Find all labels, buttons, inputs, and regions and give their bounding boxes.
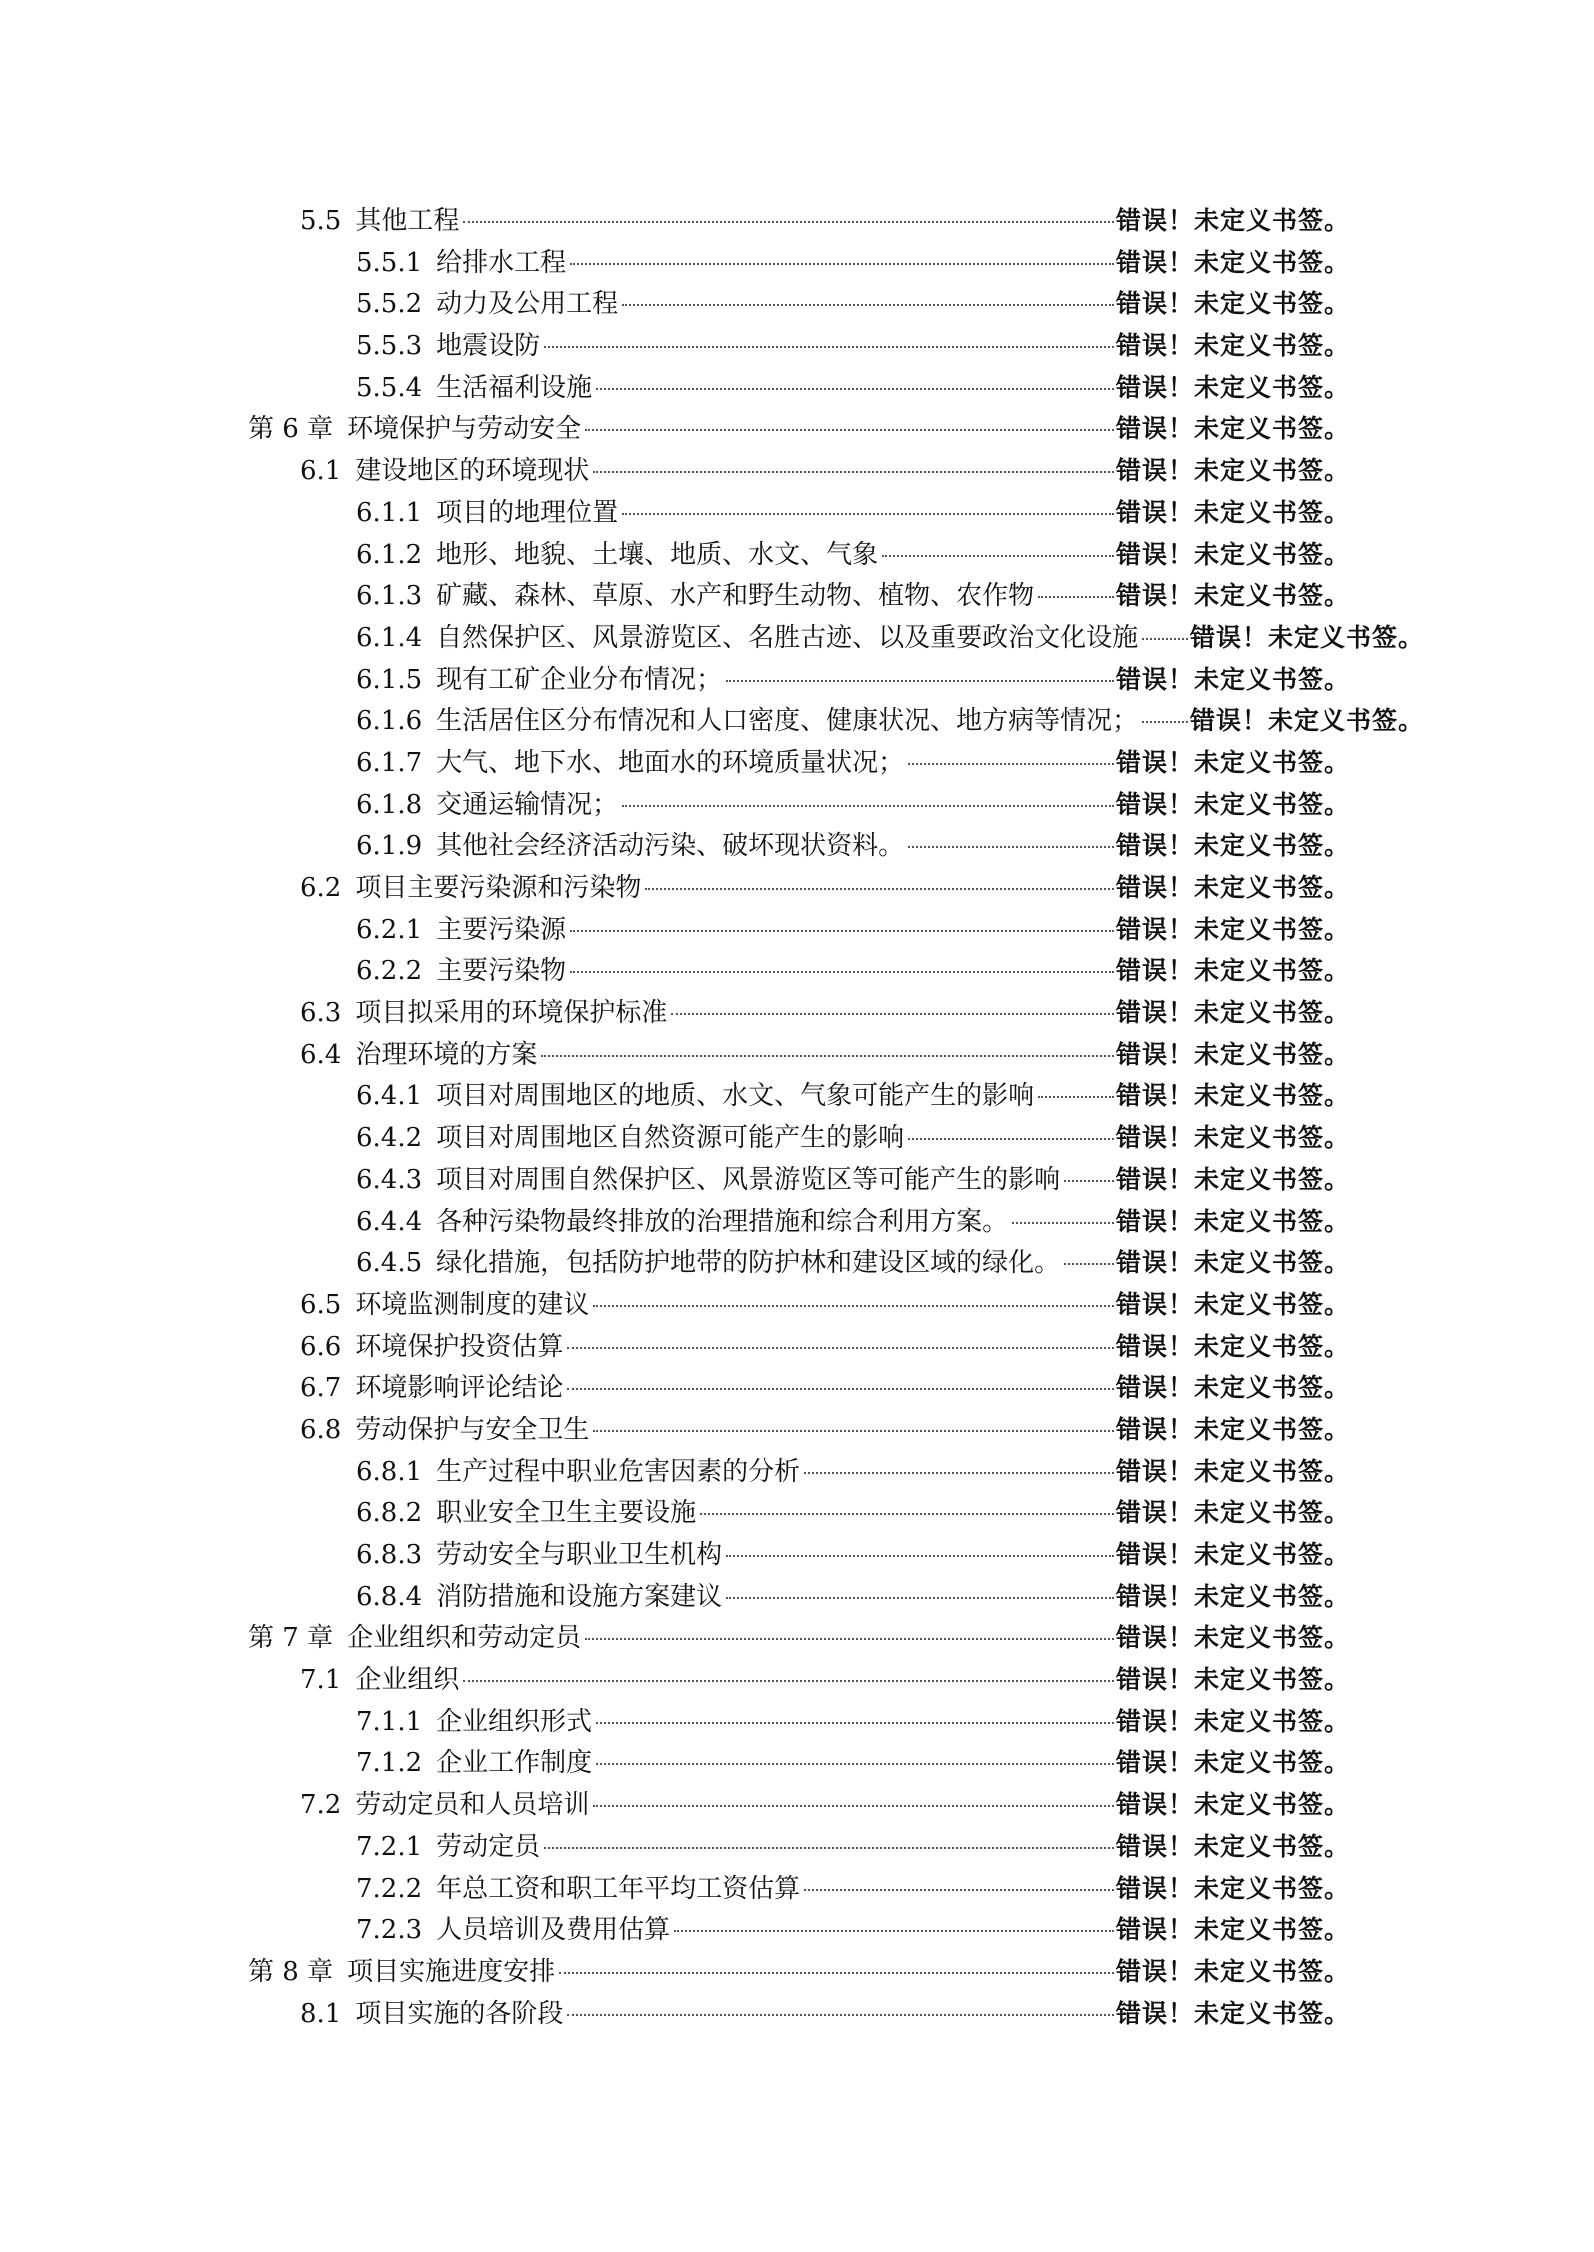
toc-dot-leader	[726, 1597, 1114, 1599]
toc-entry-number: 第 7 章	[248, 1623, 334, 1654]
toc-entry[interactable]	[0, 784, 1594, 826]
toc-entry-page-reference: 错误！未定义书签。	[1115, 581, 1350, 611]
toc-entry-row	[356, 617, 1424, 660]
toc-entry-page-reference: 错误！未定义书签。	[1115, 873, 1350, 902]
toc-entry-title: 绿化措施，包括防护地带的防护林和建设区域的绿化。	[436, 1248, 1061, 1279]
toc-entry-number: 7.2.2	[356, 1873, 423, 1904]
toc-dot-leader	[570, 263, 1114, 265]
toc-entry[interactable]	[0, 909, 1594, 951]
toc-entry-row	[356, 784, 1350, 827]
toc-entry[interactable]	[0, 283, 1594, 325]
toc-entry-number: 6.8.3	[356, 1540, 423, 1570]
toc-entry-title: 其他工程	[355, 206, 460, 236]
toc-dot-leader	[1012, 1222, 1114, 1224]
toc-entry-page-reference: 错误！未定义书签。	[1115, 456, 1350, 486]
toc-entry-number: 6.2.1	[356, 914, 423, 945]
toc-entry[interactable]	[0, 1534, 1594, 1576]
toc-entry-row	[356, 242, 1350, 285]
toc-entry-number: 6.1.2	[356, 539, 423, 570]
toc-entry-page-reference: 错误！未定义书签。	[1115, 1039, 1350, 1069]
toc-entry-row	[300, 867, 1350, 910]
toc-entry-page-reference: 错误！未定义书签。	[1115, 789, 1350, 819]
toc-entry[interactable]	[0, 1826, 1594, 1868]
toc-entry-title: 矿藏、森林、草原、水产和野生动物、植物、农作物	[436, 581, 1035, 612]
toc-entry-number: 第 8 章	[248, 1956, 334, 1987]
toc-entry[interactable]	[0, 659, 1594, 701]
toc-entry-title: 项目主要污染源和污染物	[355, 873, 642, 903]
toc-entry-page-reference: 错误！未定义书签。	[1115, 331, 1350, 361]
toc-entry-row	[300, 200, 1350, 243]
toc-entry-number: 7.2.3	[356, 1915, 423, 1946]
toc-entry-row	[300, 992, 1350, 1035]
toc-entry-row	[356, 1075, 1350, 1118]
toc-entry-title: 主要污染源	[436, 914, 567, 945]
toc-entry-row	[300, 1409, 1350, 1452]
toc-dot-leader	[1142, 721, 1188, 723]
toc-entry[interactable]	[0, 1117, 1594, 1159]
toc-entry-number: 5.5	[300, 206, 342, 236]
toc-dot-leader	[804, 1889, 1114, 1891]
toc-entry-number: 6.3	[300, 998, 342, 1029]
toc-entry-page-reference: 错误！未定义书签。	[1115, 998, 1350, 1028]
toc-dot-leader	[908, 846, 1114, 848]
toc-entry-page-reference: 错误！未定义书签。	[1189, 706, 1424, 736]
toc-entry[interactable]	[0, 1284, 1594, 1326]
toc-dot-leader	[593, 1305, 1114, 1307]
toc-entry[interactable]	[0, 1617, 1594, 1659]
toc-dot-leader	[463, 1680, 1114, 1682]
toc-dot-leader	[585, 1638, 1114, 1640]
toc-entry-number: 7.1	[300, 1665, 342, 1696]
table-of-contents	[0, 200, 1594, 2034]
toc-entry[interactable]	[0, 200, 1594, 242]
toc-entry-row	[300, 1284, 1350, 1327]
toc-entry-page-reference: 错误！未定义书签。	[1115, 1331, 1350, 1361]
toc-entry-row	[356, 1201, 1350, 1244]
toc-dot-leader	[700, 1513, 1114, 1515]
toc-dot-leader	[596, 388, 1114, 390]
toc-entry-row	[356, 950, 1350, 993]
toc-entry-title: 其他社会经济活动污染、破坏现状资料。	[436, 831, 905, 862]
toc-entry-title: 项目实施的各阶段	[355, 1998, 564, 2029]
toc-entry-number: 6.8	[300, 1414, 342, 1445]
toc-entry[interactable]	[0, 242, 1594, 284]
toc-entry-row	[356, 659, 1350, 702]
toc-entry-number: 6.1.4	[356, 622, 423, 653]
toc-dot-leader	[908, 763, 1114, 765]
toc-entry-title: 劳动定员和人员培训	[355, 1790, 590, 1821]
toc-entry-number: 第 6 章	[248, 414, 334, 445]
toc-entry-page-reference: 错误！未定义书签。	[1115, 1289, 1350, 1319]
toc-dot-leader	[1038, 1096, 1114, 1098]
toc-entry-number: 6.1.1	[356, 497, 423, 528]
toc-entry-page-reference: 错误！未定义书签。	[1115, 1540, 1350, 1569]
toc-entry-row	[300, 450, 1350, 493]
toc-entry[interactable]	[0, 575, 1594, 617]
toc-entry-row	[356, 367, 1350, 410]
toc-entry[interactable]	[0, 534, 1594, 576]
toc-entry-row	[356, 1451, 1350, 1494]
toc-entry-page-reference: 错误！未定义书签。	[1115, 1873, 1350, 1903]
toc-entry-page-reference: 错误！未定义书签。	[1115, 1123, 1350, 1153]
toc-entry-page-reference: 错误！未定义书签。	[1115, 1414, 1350, 1444]
toc-entry-row	[356, 1701, 1350, 1744]
toc-dot-leader	[908, 1138, 1114, 1140]
toc-entry-number: 6.1.6	[356, 706, 423, 737]
toc-dot-leader	[1064, 1180, 1114, 1182]
toc-entry-title: 企业组织形式	[436, 1706, 593, 1737]
toc-entry-page-reference: 错误！未定义书签。	[1115, 1081, 1350, 1111]
toc-dot-leader	[559, 1972, 1114, 1974]
toc-entry-row	[356, 1492, 1350, 1535]
toc-entry-page-reference: 错误！未定义书签。	[1115, 1998, 1350, 2028]
toc-entry-title: 劳动安全与职业卫生机构	[436, 1540, 723, 1570]
toc-entry-row	[248, 1951, 1350, 1994]
toc-entry-row	[300, 1034, 1350, 1077]
toc-dot-leader	[804, 1472, 1114, 1474]
toc-dot-leader	[593, 1805, 1114, 1807]
toc-entry-title: 自然保护区、风景游览区、名胜古迹、以及重要政治文化设施	[436, 622, 1139, 653]
toc-entry[interactable]	[0, 1784, 1594, 1826]
toc-entry-number: 5.5.3	[356, 331, 423, 362]
toc-entry-row	[356, 742, 1350, 785]
toc-entry-title: 建设地区的环境现状	[355, 456, 590, 487]
toc-entry-row	[356, 1117, 1350, 1160]
toc-entry-title: 生产过程中职业危害因素的分析	[436, 1456, 801, 1487]
toc-entry-number: 7.2.1	[356, 1831, 423, 1862]
toc-entry-page-reference: 错误！未定义书签。	[1115, 414, 1350, 444]
toc-dot-leader	[567, 1347, 1114, 1349]
toc-entry-number: 6.8.4	[356, 1581, 423, 1612]
toc-entry-row	[356, 1868, 1350, 1911]
toc-entry-row	[356, 909, 1350, 952]
toc-entry-title: 给排水工程	[436, 247, 567, 278]
toc-entry-row	[300, 1367, 1350, 1410]
toc-entry-title: 劳动保护与安全卫生	[355, 1414, 590, 1445]
toc-entry-number: 6.1.9	[356, 831, 423, 862]
toc-entry-page-reference: 错误！未定义书签。	[1115, 247, 1350, 277]
toc-dot-leader	[544, 346, 1114, 348]
toc-dot-leader	[622, 513, 1114, 515]
toc-entry-row	[356, 1742, 1350, 1785]
toc-entry-page-reference: 错误！未定义书签。	[1115, 1831, 1350, 1861]
toc-entry-page-reference: 错误！未定义书签。	[1115, 539, 1350, 569]
toc-dot-leader	[882, 555, 1114, 557]
toc-entry-number: 6.8.1	[356, 1456, 423, 1487]
toc-entry[interactable]	[0, 1659, 1594, 1701]
toc-dot-leader	[585, 429, 1114, 431]
toc-entry-number: 6.8.2	[356, 1498, 423, 1529]
toc-entry-number: 6.2	[300, 873, 342, 903]
toc-entry-row	[356, 283, 1350, 326]
toc-dot-leader	[570, 971, 1114, 973]
toc-entry-page-reference: 错误！未定义书签。	[1115, 1456, 1350, 1486]
toc-entry[interactable]	[0, 492, 1594, 534]
toc-entry-number: 6.7	[300, 1373, 342, 1404]
toc-entry-row	[356, 1242, 1350, 1285]
toc-entry-page-reference: 错误！未定义书签。	[1115, 206, 1350, 235]
toc-entry-title: 项目实施进度安排	[347, 1956, 556, 1987]
toc-entry-row	[248, 408, 1350, 451]
toc-entry-title: 治理环境的方案	[355, 1039, 538, 1070]
toc-entry[interactable]	[0, 825, 1594, 867]
toc-entry-page-reference: 错误！未定义书签。	[1115, 1248, 1350, 1278]
toc-entry-page-reference: 错误！未定义书签。	[1115, 1373, 1350, 1403]
toc-dot-leader	[622, 805, 1114, 807]
toc-entry-title: 环境监测制度的建议	[355, 1289, 590, 1320]
toc-entry[interactable]	[0, 1034, 1594, 1076]
toc-entry-title: 环境保护投资估算	[355, 1331, 564, 1362]
toc-entry-row	[356, 492, 1350, 535]
toc-entry-row	[356, 1576, 1350, 1619]
toc-entry-title: 环境影响评论结论	[355, 1373, 564, 1404]
toc-entry[interactable]	[0, 1492, 1594, 1534]
toc-entry-row	[356, 1909, 1350, 1952]
toc-entry-number: 6.1	[300, 456, 342, 487]
toc-entry-title: 地震设防	[436, 331, 541, 362]
toc-entry-page-reference: 错误！未定义书签。	[1115, 1956, 1350, 1986]
toc-entry-title: 企业工作制度	[436, 1748, 593, 1779]
toc-entry-title: 现有工矿企业分布情况；	[436, 664, 723, 695]
toc-entry-page-reference: 错误！未定义书签。	[1115, 1748, 1350, 1778]
toc-entry-number: 7.1.2	[356, 1748, 423, 1779]
toc-entry-page-reference: 错误！未定义书签。	[1115, 1498, 1350, 1528]
toc-entry[interactable]	[0, 950, 1594, 992]
toc-entry-row	[356, 1534, 1350, 1577]
toc-entry-page-reference: 错误！未定义书签。	[1115, 1790, 1350, 1820]
toc-entry-row	[248, 1617, 1350, 1660]
toc-entry-title: 项目对周围自然保护区、风景游览区等可能产生的影响	[436, 1164, 1061, 1195]
toc-dot-leader	[671, 1013, 1114, 1015]
toc-entry-page-reference: 错误！未定义书签。	[1115, 1581, 1350, 1611]
toc-entry[interactable]	[0, 1576, 1594, 1618]
toc-entry-row	[356, 575, 1350, 618]
toc-entry[interactable]	[0, 1201, 1594, 1243]
toc-dot-leader	[463, 221, 1114, 223]
toc-entry-number: 7.2	[300, 1790, 342, 1821]
toc-entry[interactable]	[0, 1993, 1594, 2035]
toc-dot-leader	[567, 1388, 1114, 1390]
toc-entry-title: 企业组织	[355, 1665, 460, 1696]
toc-entry-page-reference: 错误！未定义书签。	[1115, 1623, 1350, 1653]
toc-entry-number: 6.4.4	[356, 1206, 423, 1237]
toc-entry-title: 年总工资和职工年平均工资估算	[436, 1873, 801, 1904]
toc-entry-row	[300, 1659, 1350, 1702]
toc-entry[interactable]	[0, 1868, 1594, 1910]
toc-entry-page-reference: 错误！未定义书签。	[1115, 664, 1350, 694]
toc-entry-title: 主要污染物	[436, 956, 567, 987]
toc-entry-number: 6.4	[300, 1039, 342, 1070]
toc-dot-leader	[596, 1763, 1114, 1765]
toc-dot-leader	[544, 1847, 1114, 1849]
toc-entry-page-reference: 错误！未定义书签。	[1115, 1164, 1350, 1194]
toc-entry-number: 6.4.5	[356, 1248, 423, 1279]
toc-entry-number: 6.4.2	[356, 1123, 423, 1154]
toc-entry[interactable]	[0, 1326, 1594, 1368]
toc-entry-number: 6.1.7	[356, 747, 423, 778]
toc-entry-number: 6.4.3	[356, 1164, 423, 1195]
toc-entry[interactable]	[0, 867, 1594, 909]
toc-entry-row	[356, 534, 1350, 577]
toc-entry-row	[356, 325, 1350, 368]
toc-entry-number: 5.5.2	[356, 289, 423, 320]
toc-entry-number: 7.1.1	[356, 1706, 423, 1737]
toc-entry[interactable]	[0, 1159, 1594, 1201]
toc-dot-leader	[541, 1055, 1114, 1057]
toc-entry[interactable]	[0, 1701, 1594, 1743]
toc-entry-page-reference: 错误！未定义书签。	[1115, 1706, 1350, 1736]
toc-dot-leader	[645, 888, 1114, 890]
toc-entry-number: 6.6	[300, 1331, 342, 1362]
toc-dot-leader	[1142, 638, 1188, 640]
toc-entry-number: 6.1.5	[356, 664, 423, 695]
toc-entry-row	[356, 1159, 1350, 1202]
toc-entry[interactable]	[0, 1742, 1594, 1784]
toc-entry-page-reference: 错误！未定义书签。	[1189, 622, 1424, 652]
toc-entry-row	[300, 1326, 1350, 1369]
toc-entry[interactable]	[0, 1075, 1594, 1117]
toc-entry[interactable]	[0, 1367, 1594, 1409]
toc-entry[interactable]	[0, 1909, 1594, 1951]
toc-entry-page-reference: 错误！未定义书签。	[1115, 747, 1350, 777]
toc-entry[interactable]	[0, 992, 1594, 1034]
toc-entry[interactable]	[0, 1951, 1594, 1993]
toc-entry[interactable]	[0, 700, 1594, 742]
toc-entry-number: 6.1.8	[356, 789, 423, 820]
toc-dot-leader	[567, 2014, 1114, 2016]
toc-entry-number: 5.5.1	[356, 247, 423, 278]
toc-entry-title: 职业安全卫生主要设施	[436, 1498, 697, 1529]
toc-entry-title: 项目对周围地区的地质、水文、气象可能产生的影响	[436, 1081, 1035, 1112]
toc-entry-title: 项目对周围地区自然资源可能产生的影响	[436, 1123, 905, 1154]
toc-entry-page-reference: 错误！未定义书签。	[1115, 831, 1350, 861]
toc-entry-page-reference: 错误！未定义书签。	[1115, 1915, 1350, 1945]
toc-entry-number: 5.5.4	[356, 372, 423, 403]
toc-entry-page-reference: 错误！未定义书签。	[1115, 1665, 1350, 1695]
toc-entry-title: 消防措施和设施方案建议	[436, 1581, 723, 1612]
toc-dot-leader	[593, 471, 1114, 473]
toc-dot-leader	[674, 1930, 1114, 1932]
toc-dot-leader	[593, 1430, 1114, 1432]
toc-entry-title: 地形、地貌、土壤、地质、水文、气象	[436, 539, 879, 570]
toc-entry[interactable]	[0, 1451, 1594, 1493]
toc-entry-row	[300, 1993, 1350, 2036]
toc-entry-title: 各种污染物最终排放的治理措施和综合利用方案。	[436, 1206, 1009, 1237]
toc-entry-number: 6.2.2	[356, 956, 423, 987]
toc-entry-page-reference: 错误！未定义书签。	[1115, 372, 1350, 402]
toc-entry-title: 企业组织和劳动定员	[347, 1623, 582, 1654]
toc-dot-leader	[726, 680, 1114, 682]
toc-dot-leader	[726, 1555, 1114, 1557]
toc-entry-title: 动力及公用工程	[436, 289, 619, 320]
toc-entry-number: 8.1	[300, 1998, 342, 2029]
toc-entry[interactable]	[0, 325, 1594, 367]
toc-entry-row	[356, 1826, 1350, 1869]
toc-entry-number: 6.4.1	[356, 1081, 423, 1112]
toc-entry[interactable]	[0, 1242, 1594, 1284]
toc-entry-page-reference: 错误！未定义书签。	[1115, 1206, 1350, 1236]
toc-entry-title: 环境保护与劳动安全	[347, 414, 582, 445]
toc-entry-title: 项目拟采用的环境保护标准	[355, 998, 668, 1029]
toc-entry[interactable]	[0, 742, 1594, 784]
toc-entry[interactable]	[0, 367, 1594, 409]
toc-dot-leader	[1064, 1263, 1114, 1265]
toc-entry-title: 人员培训及费用估算	[436, 1915, 671, 1946]
toc-entry-title: 交通运输情况；	[436, 789, 619, 820]
toc-entry-number: 6.1.3	[356, 581, 423, 612]
toc-entry-page-reference: 错误！未定义书签。	[1115, 497, 1350, 527]
toc-entry-page-reference: 错误！未定义书签。	[1115, 289, 1350, 319]
toc-entry-page-reference: 错误！未定义书签。	[1115, 914, 1350, 944]
toc-entry-row	[356, 700, 1424, 743]
toc-dot-leader	[596, 1722, 1114, 1724]
toc-entry-page-reference: 错误！未定义书签。	[1115, 956, 1350, 986]
toc-entry-title: 生活福利设施	[436, 372, 593, 403]
toc-dot-leader	[622, 304, 1114, 306]
toc-entry-title: 大气、地下水、地面水的环境质量状况；	[436, 747, 905, 778]
toc-entry[interactable]	[0, 1409, 1594, 1451]
toc-entry-number: 6.5	[300, 1289, 342, 1320]
toc-entry-title: 项目的地理位置	[436, 497, 619, 528]
toc-entry-title: 劳动定员	[436, 1831, 541, 1862]
toc-dot-leader	[570, 930, 1114, 932]
toc-entry[interactable]	[0, 450, 1594, 492]
toc-entry[interactable]	[0, 617, 1594, 659]
toc-entry[interactable]	[0, 408, 1594, 450]
toc-entry-row	[300, 1784, 1350, 1827]
toc-dot-leader	[1038, 596, 1114, 598]
toc-entry-title: 生活居住区分布情况和人口密度、健康状况、地方病等情况；	[436, 706, 1139, 737]
toc-entry-row	[356, 825, 1350, 868]
